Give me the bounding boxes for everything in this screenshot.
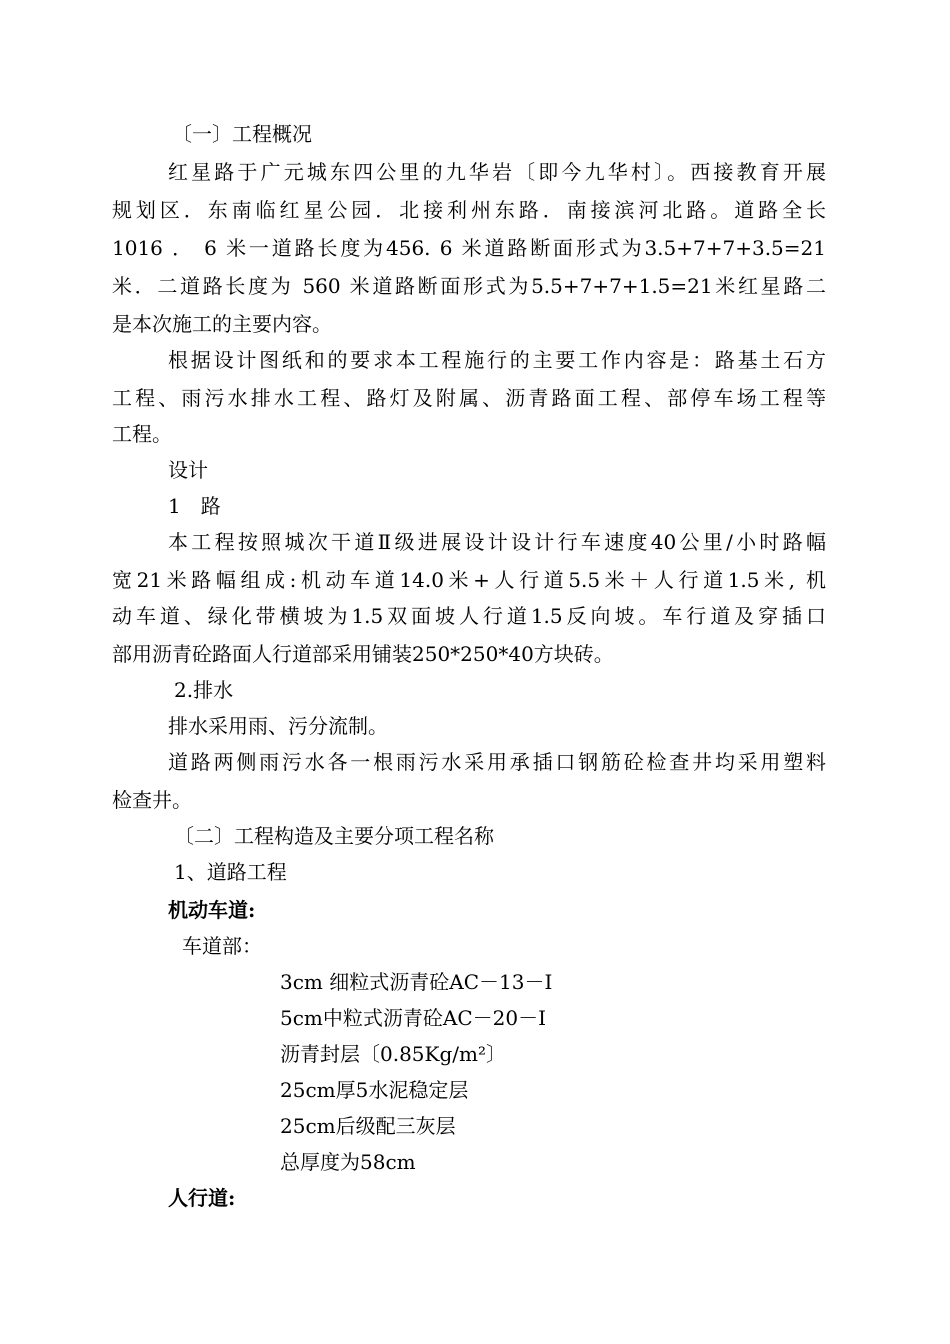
paragraph-2-line-3: 工程。	[112, 422, 172, 446]
lane-section-label: 车道部：	[182, 934, 262, 958]
paragraph-1-line-1: 红星路于广元城东四公里的九华岩〔即今九华村〕。西接教育开展	[168, 160, 826, 184]
paragraph-3-line-1: 本工程按照城次干道Ⅱ级进展设计设计行车速度40公里/小时路幅	[168, 530, 826, 554]
drain-heading: 2.排水	[174, 678, 234, 702]
paragraph-2-line-1: 根据设计图纸和的要求本工程施行的主要工作内容是：路基土石方	[168, 348, 826, 372]
layer-item: 5cm中粒式沥青砼AC－20－Ⅰ	[280, 1006, 546, 1030]
layer-item: 3cm 细粒式沥青砼AC－13－Ⅰ	[280, 970, 553, 994]
paragraph-1-line-2: 规划区．东南临红星公园．北接利州东路．南接滨河北路。道路全长	[112, 198, 826, 222]
paragraph-3-line-3: 动车道、绿化带横坡为1.5双面坡人行道1.5反向坡。车行道及穿插口	[112, 604, 826, 628]
paragraph-1-line-4: 米．二道路长度为 560 米道路断面形式为5.5+7+7+1.5=21米红星路二	[112, 274, 826, 298]
layer-item: 沥青封层〔0.85Kg/m²〕	[280, 1042, 506, 1066]
section-1-heading: 〔一〕工程概况	[172, 122, 312, 146]
total-thickness: 总厚度为58cm	[280, 1150, 416, 1174]
road-heading: 1 路	[168, 494, 221, 518]
paragraph-4-line-2: 检查井。	[112, 788, 192, 812]
paragraph-3-line-2: 宽21米路幅组成:机动车道14.0米+人行道5.5米＋人行道1.5米, 机	[112, 568, 826, 592]
road-works-heading: 1、道路工程	[174, 860, 287, 884]
paragraph-1-line-5: 是本次施工的主要内容。	[112, 312, 332, 336]
layer-item: 25cm厚5水泥稳定层	[280, 1078, 469, 1102]
paragraph-1-line-3: 1016 ． 6 米一道路长度为456. 6 米道路断面形式为3.5+7+7+3.5=21	[112, 236, 826, 260]
drain-line: 排水采用雨、污分流制。	[168, 714, 388, 738]
motor-lane-heading: 机动车道:	[168, 898, 256, 922]
paragraph-3-line-4: 部用沥青砼路面人行道部采用铺装250*250*40方块砖。	[112, 642, 614, 666]
layer-item: 25cm后级配三灰层	[280, 1114, 456, 1138]
section-2-heading: 〔二〕工程构造及主要分项工程名称	[174, 824, 494, 848]
paragraph-2-line-2: 工程、雨污水排水工程、路灯及附属、沥青路面工程、部停车场工程等	[112, 386, 826, 410]
pedestrian-heading: 人行道:	[168, 1186, 236, 1210]
paragraph-4-line-1: 道路两侧雨污水各一根雨污水采用承插口钢筋砼检查井均采用塑料	[168, 750, 826, 774]
design-heading: 设计	[168, 458, 208, 482]
